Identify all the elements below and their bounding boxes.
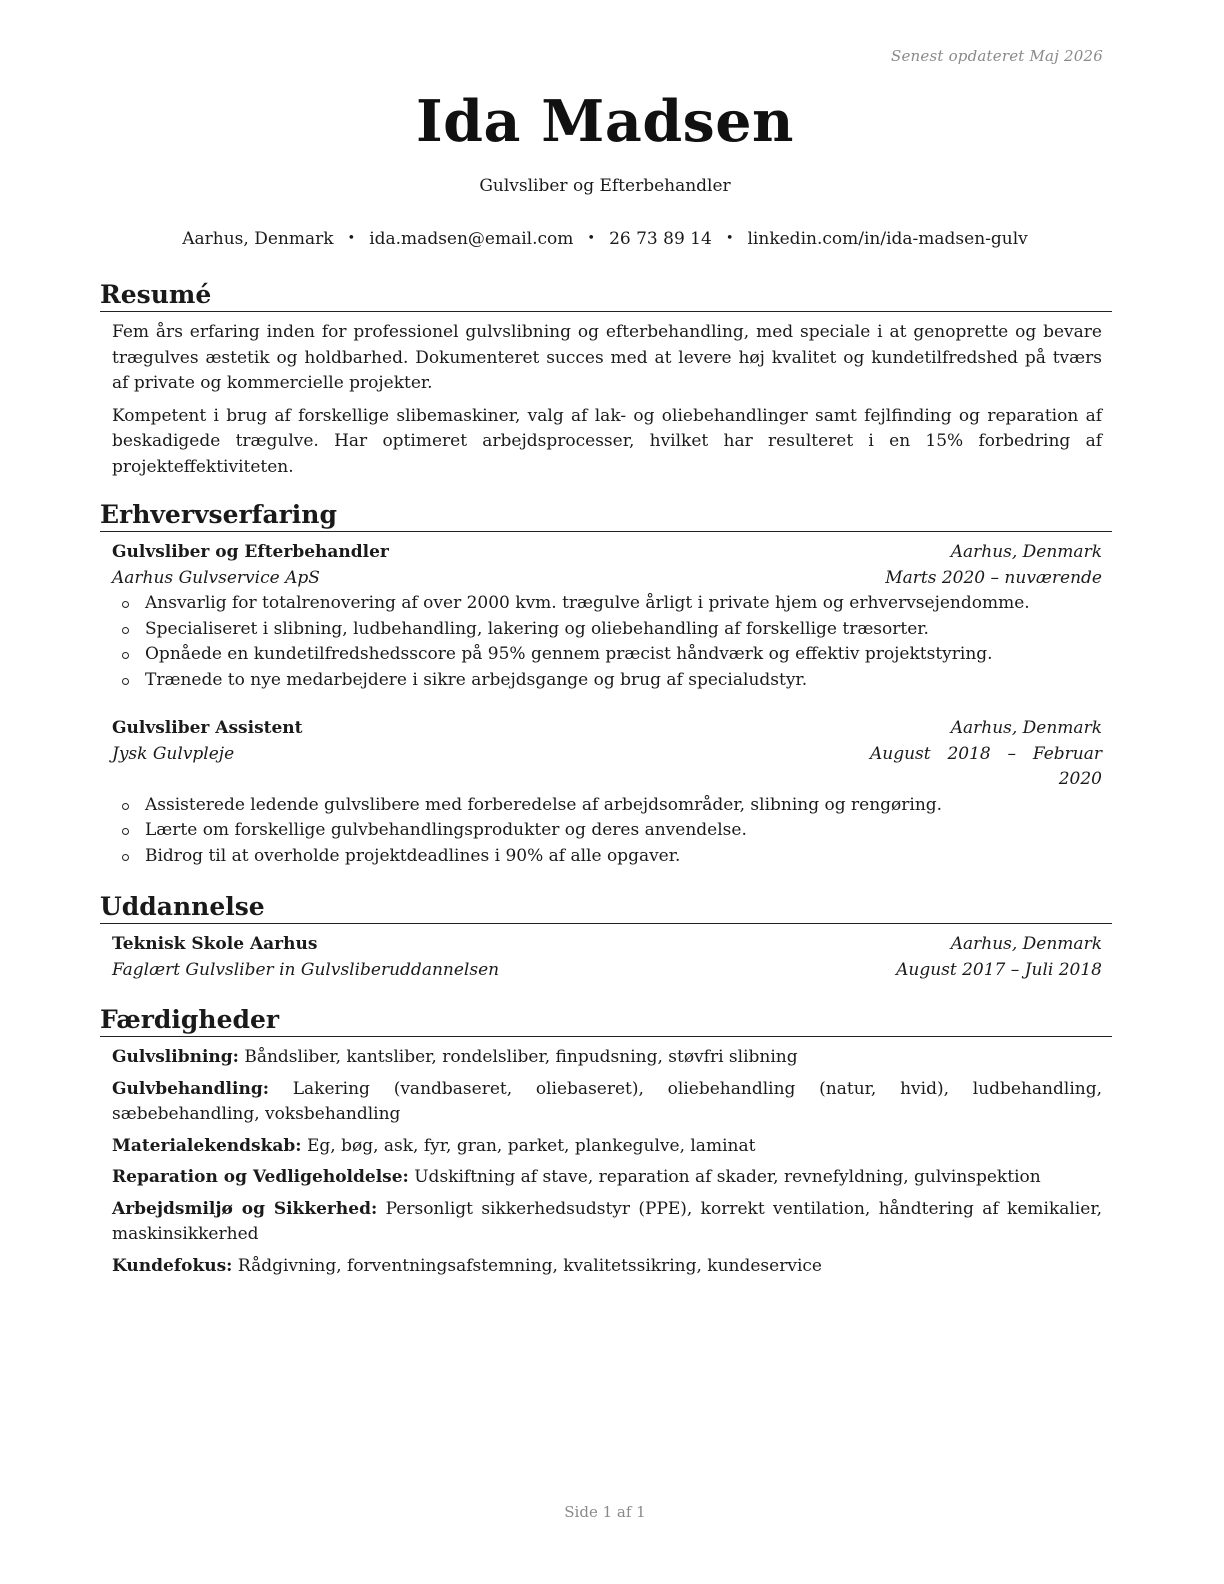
education-dates: August 2017 – Juli 2018 [896,959,1102,980]
contact-location: Aarhus, Denmark [182,229,334,249]
job-entry [112,540,1102,693]
skill-text: Rådgivning, forventningsafstemning, kvalitetssikring, kundeservice [237,1255,822,1276]
list-item: Assisterede ledende gulvslibere med forberedelse af arbejdsområder, slibning og rengøring. [118,793,1102,819]
skill-label: Gulvbehandling: [112,1078,269,1099]
summary-section [100,280,1112,487]
list-item: Specialiseret i slibning, ludbehandling, lakering og oliebehandling af forskellige træsorter. [118,617,1102,643]
skill-text: Eg, bøg, ask, fyr, gran, parket, plankegulve, laminat [306,1135,756,1156]
bullet-separator: • [725,231,734,246]
job-entry [112,716,1102,869]
skills-section [100,1005,1112,1285]
list-item: Opnåede en kundetilfredshedsscore på 95% gennem præcist håndværk og effektiv projektstyring. [118,642,1102,668]
list-item: Lærte om forskellige gulvbehandlingsprodukter og deres anvendelse. [118,818,1102,844]
contact-phone: 26 73 89 14 [609,229,712,249]
skill-text: Lakering (vandbaseret, oliebaseret), oliebehandling (natur, hvid), ludbehandling, sæbebehandling, voksbehandling [112,1078,1102,1124]
list-item: Ansvarlig for totalrenovering af over 2000 kvm. trægulve årligt i private hjem og erhvervsejendomme. [118,591,1102,617]
education-entry [112,932,1102,983]
job-dates: Marts 2020 – nuværende [885,567,1102,588]
job-role: Gulvsliber Assistent [112,718,303,738]
contact-email[interactable]: ida.madsen@email.com [369,229,574,249]
section-title: Uddannelse [100,892,1112,924]
job-company: Aarhus Gulvservice ApS [112,567,320,588]
summary-paragraph: Kompetent i brug af forskellige slibemaskiner, valg af lak- og oliebehandlinger samt fejlfinding og reparation af beskadigede trægulve. Har optimeret arbejdsprocesser, hvilket har resulteret i en 15% forbedring af projekteffektiviteten. [112,405,1102,477]
skill-row [112,1254,1102,1280]
contact-line [0,229,1210,249]
job-title: Gulvsliber og Efterbehandler [479,176,731,196]
job-bullets [112,591,1102,693]
education-section [100,892,1112,983]
section-title: Færdigheder [100,1005,1112,1037]
skill-text: Båndsliber, kantsliber, rondelsliber, finpudsning, støvfri slibning [244,1047,798,1067]
bullet-separator: • [347,231,356,246]
skill-label: Gulvslibning: [112,1047,239,1067]
last-updated: Senest opdateret Maj 2026 [890,47,1103,65]
skill-row [112,1197,1102,1248]
section-title: Resumé [100,280,1112,312]
job-bullets [112,793,1102,870]
job-role: Gulvsliber og Efterbehandler [112,542,389,562]
section-title: Erhvervserfaring [100,500,1112,532]
bullet-separator: • [587,231,596,246]
school-name: Teknisk Skole Aarhus [112,934,318,954]
summary-paragraph: Fem års erfaring inden for professionel gulvslibning og efterbehandling, med speciale i at genoprette og bevare trægulves æstetik og holdbarhed. Dokumenteret succes med at levere høj kvalitet og kundetilfredshed på tværs af private og kommercielle projekter. [112,322,1102,393]
skill-label: Reparation og Vedligeholdelse: [112,1167,409,1187]
contact-linkedin[interactable]: linkedin.com/in/ida-madsen-gulv [747,229,1028,249]
list-item: Trænede to nye medarbejdere i sikre arbejdsgange og brug af specialudstyr. [118,668,1102,694]
skill-row [112,1134,1102,1160]
job-dates: August 2018 – Februar 2020 [870,743,1102,789]
skill-text: Personligt sikkerhedsudstyr (PPE), korrekt ventilation, håndtering af kemikalier, maskinsikkerhed [112,1198,1102,1244]
skill-label: Arbejdsmiljø og Sikkerhed: [112,1198,378,1219]
job-location: Aarhus, Denmark [950,718,1102,738]
skill-row [112,1165,1102,1191]
skill-label: Kundefokus: [112,1255,233,1276]
page-number: Side 1 af 1 [564,1503,646,1521]
candidate-name: Ida Madsen [416,88,794,155]
skill-label: Materialekendskab: [112,1135,302,1156]
job-location: Aarhus, Denmark [950,542,1102,562]
degree: Faglært Gulvsliber in Gulvsliberuddannelsen [112,959,500,980]
skill-row [112,1077,1102,1128]
list-item: Bidrog til at overholde projektdeadlines i 90% af alle opgaver. [118,844,1102,870]
job-company: Jysk Gulvpleje [112,743,235,764]
experience-section [100,500,1112,869]
skill-row [112,1045,1102,1071]
school-location: Aarhus, Denmark [950,934,1102,954]
skill-text: Udskiftning af stave, reparation af skader, revnefyldning, gulvinspektion [414,1167,1041,1187]
